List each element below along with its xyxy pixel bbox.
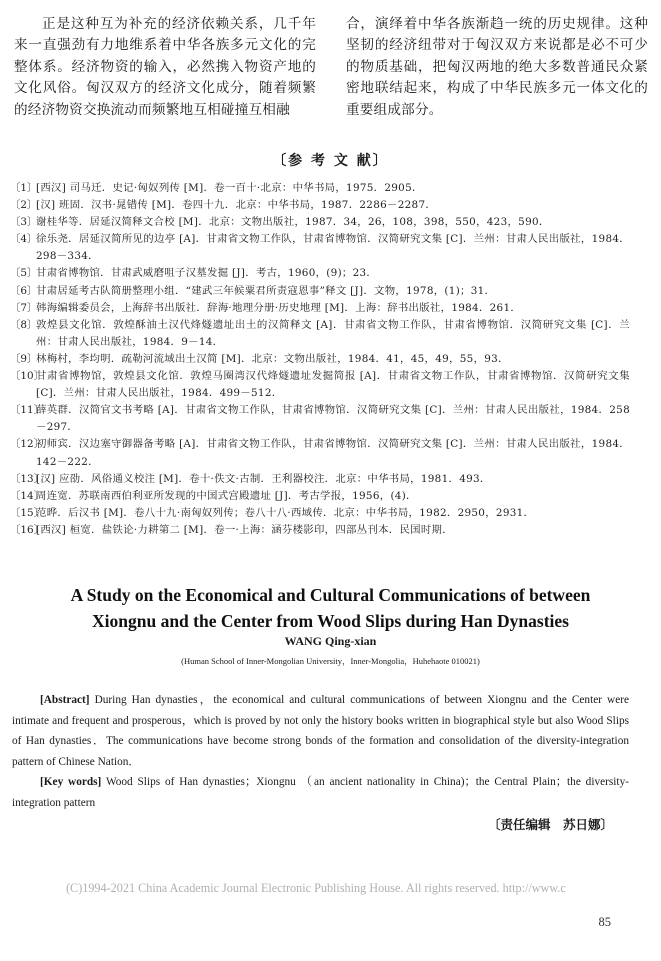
reference-list: [10, 180, 630, 539]
references-heading: 〔参 考 文 献〕: [272, 153, 389, 169]
abstract-label: [Abstract]: [40, 694, 90, 706]
responsible-editor: 〔责任编辑 苏日娜〕: [487, 817, 613, 832]
reference-number: 〔5〕: [10, 267, 38, 280]
reference-item: [10, 180, 630, 197]
reference-number: 〔6〕: [10, 284, 38, 297]
reference-number: 〔3〕: [10, 216, 38, 229]
abstract-paragraph: [12, 690, 629, 772]
english-abstract-block: [12, 690, 629, 813]
reference-item: [10, 505, 630, 522]
reference-text: 甘肃省博物馆．甘肃武威磨咀子汉墓发掘 [J]．考古，1960，(9)；23．: [36, 267, 378, 280]
reference-item: [10, 300, 630, 317]
reference-item: [10, 214, 630, 231]
reference-text: 林梅村，李均明．疏勒河流域出土汉简 [M]．北京：文物出版社，1984．41，45，49，55，93．: [36, 352, 509, 365]
page-number: 85: [598, 915, 611, 929]
english-title-line-1: A Study on the Economical and Cultural Communications of between: [70, 585, 591, 605]
english-title-line-2: Xiongnu and the Center from Wood Slips during Han Dynasties: [92, 611, 569, 631]
reference-text: 韩海编辑委员会，上海辞书出版社．辞海·地理分册·历史地理 [M]．上海：辞书出版社，1984．261．: [36, 301, 522, 314]
reference-number: 〔16〕: [10, 523, 45, 536]
intro-right-column: [346, 14, 648, 121]
reference-item: [10, 488, 630, 505]
reference-number: 〔2〕: [10, 199, 38, 212]
reference-number: 〔11〕: [10, 404, 45, 417]
abstract-text: During Han dynasties，the economical and cultural communications of between Xiongnu and the Center were intimate and frequent and prosperous，which is proved by not only the history books written in biographical style but also Wood Slips of Han dynasties．The communications have become strong bonds of the formation and consolidation of the diversity-integration pattern of Chinese Nation．: [12, 694, 629, 768]
reference-item: [10, 283, 630, 300]
reference-item: [10, 231, 630, 265]
reference-text: 甘肃居延考古队简册整理小组．“建武三年候粟君所责寇恩事”释文 [J]．文物，1978，(1)；31．: [36, 284, 496, 297]
keywords-paragraph: [12, 772, 629, 813]
reference-number: 〔8〕: [10, 318, 38, 331]
reference-item: [10, 265, 630, 282]
reference-text: 初师宾．汉边塞守御器备考略 [A]．甘肃省文物工作队，甘肃省博物馆．汉简研究文集 [C]．兰州：甘肃人民出版社，1984．142－222．: [36, 438, 630, 468]
reference-number: 〔12〕: [10, 438, 45, 451]
reference-text: 徐乐尧．居延汉简所见的边亭 [A]．甘肃省文物工作队，甘肃省博物馆．汉简研究文集 [C]．兰州：甘肃人民出版社，1984．298－334．: [36, 233, 630, 263]
reference-text: [汉] 应劭．风俗通义校注 [M]．卷十·佚文·古制．王利器校注．北京：中华书局，1981．493．: [36, 472, 491, 485]
reference-item: [10, 471, 630, 488]
reference-item: [10, 402, 630, 436]
reference-number: 〔7〕: [10, 301, 38, 314]
reference-number: 〔15〕: [10, 506, 45, 519]
reference-item: [10, 351, 630, 368]
english-author: WANG Qing-xian: [284, 634, 377, 648]
copyright-watermark: (C)1994-2021 China Academic Journal Electronic Publishing House. All rights reserved. http://www.c: [66, 881, 566, 895]
reference-text: 甘肃省博物馆，敦煌县文化馆．敦煌马圈湾汉代烽燧遗址发掘简报 [A]．甘肃省文物工作队，甘肃省博物馆．汉简研究文集 [C]．兰州：甘肃人民出版社，1984．499－512．: [36, 370, 630, 400]
reference-item: [10, 317, 630, 351]
reference-text: 谢桂华等．居延汉简释文合校 [M]．北京：文物出版社，1987．34，26，108，398，550，423，590．: [36, 216, 550, 229]
reference-text: 范晔．后汉书 [M]．卷八十九·南匈奴列传；卷八十八·西域传．北京：中华书局，1982．2950，2931．: [36, 506, 535, 519]
english-title: [0, 582, 661, 634]
intro-columns: [14, 14, 648, 121]
reference-item: [10, 522, 630, 539]
reference-text: [西汉] 司马迁．史记·匈奴列传 [M]．卷一百十·北京：中华书局，1975．2905．: [36, 182, 423, 194]
english-affiliation: (Human School of Inner-Mongolian University，Inner-Mongolia，Huhehaote 010021): [181, 656, 480, 666]
reference-number: 〔13〕: [10, 472, 45, 485]
intro-left-column: [14, 14, 316, 121]
reference-number: 〔14〕: [10, 489, 45, 502]
reference-number: 〔10〕: [10, 370, 45, 383]
reference-text: [西汉] 桓宽．盐铁论·力耕第二 [M]．卷一·上海：涵芬楼影印，四部丛刊本．民国时期．: [36, 523, 453, 536]
reference-text: 薛英群．汉简官文书考略 [A]．甘肃省文物工作队，甘肃省博物馆．汉简研究文集 [C]．兰州：甘肃人民出版社，1984．258－297．: [36, 404, 630, 434]
keywords-label: [Key words]: [40, 776, 102, 788]
intro-right-paragraph: 合，演绎着中华各族渐趋一统的历史规律。这种坚韧的经济纽带对于匈汉双方来说都是必不可少的物质基础，把匈汉两地的绝大多数普通民众紧密地联结起来，构成了中华民族多元一体文化的重要组成部分。: [346, 16, 648, 118]
reference-item: [10, 368, 630, 402]
reference-number: 〔4〕: [10, 233, 38, 246]
reference-item: [10, 436, 630, 470]
reference-text: 周连宽．苏联南西伯利亚所发现的中国式宫殿遗址 [J]．考古学报，1956，(4)．: [36, 489, 417, 502]
reference-item: [10, 197, 630, 214]
reference-number: 〔9〕: [10, 352, 38, 365]
reference-number: 〔1〕: [10, 182, 38, 194]
keywords-text: Wood Slips of Han dynasties；Xiongnu （an ancient nationality in China)；the Central Plain；the diversity-integration pattern: [12, 776, 629, 809]
intro-left-paragraph: 正是这种互为补充的经济依赖关系，几千年来一直强劲有力地维系着中华各族多元文化的完整体系。经济物资的输入，必然携入物资产地的文化风俗。匈汉双方的经济文化成分，随着频繁的经济物资交换流动而频繁地互相碰撞互相融: [14, 16, 316, 118]
reference-text: [汉] 班固．汉书·晁错传 [M]．卷四十九．北京：中华书局，1987．2286－2287．: [36, 199, 437, 212]
reference-text: 敦煌县文化馆．敦煌酥油土汉代烽燧遗址出土的汉简释文 [A]．甘肃省文物工作队，甘肃省博物馆．汉简研究文集 [C]．兰州：甘肃人民出版社，1984．9－14．: [36, 318, 630, 348]
